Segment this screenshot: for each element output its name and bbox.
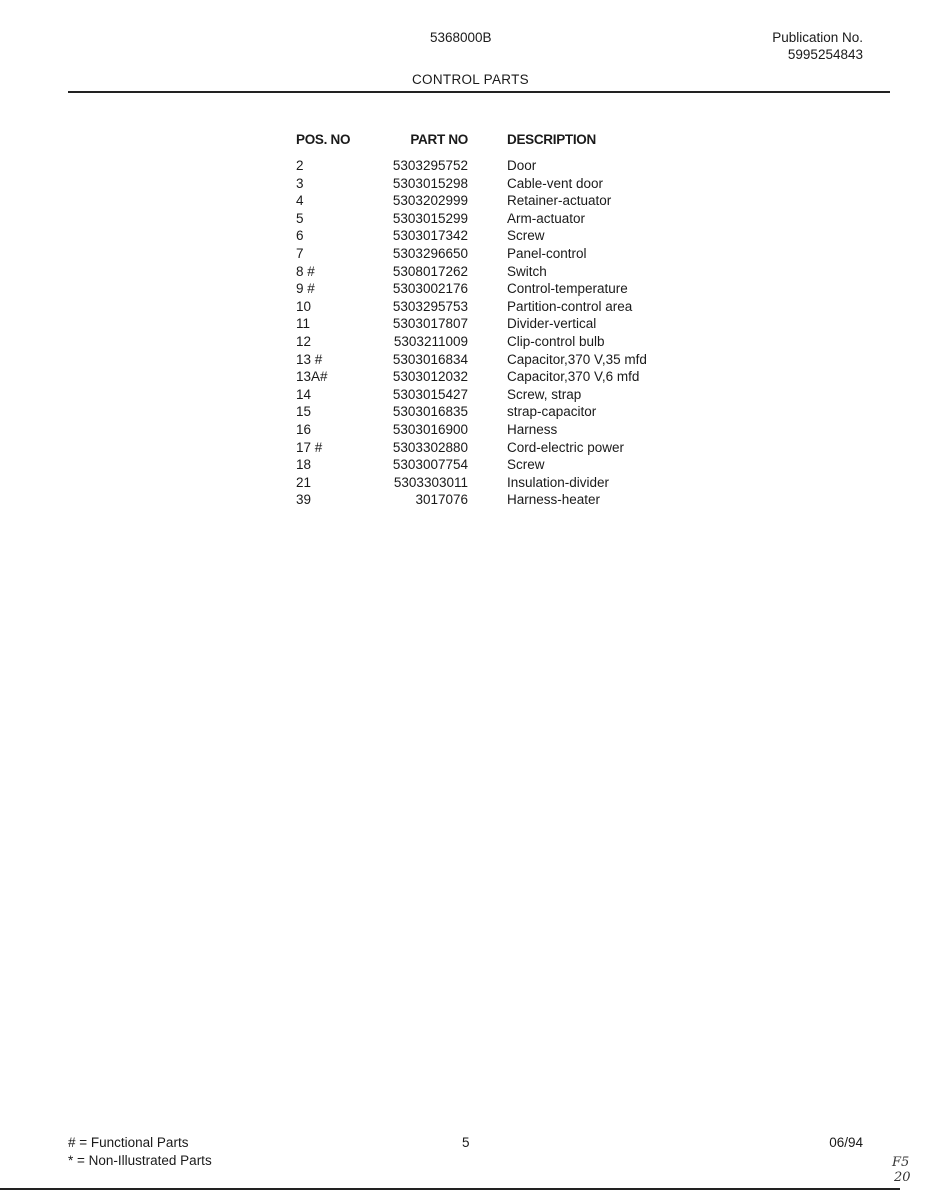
pos-cell: 2 <box>296 158 304 173</box>
part-number-cell: 5303017342 <box>392 228 468 244</box>
part-number-cell: 5303015298 <box>392 175 468 191</box>
table-row <box>296 368 647 386</box>
pos-cell: 4 <box>296 193 304 209</box>
table-row <box>296 245 647 263</box>
pos-cell: 7 <box>296 245 304 261</box>
table-row <box>296 210 647 228</box>
description-cell: Switch <box>507 263 547 279</box>
table-header-row <box>296 131 647 157</box>
legend-non-illustrated: * = Non-Illustrated Parts <box>68 1153 212 1168</box>
table-row <box>296 456 647 474</box>
table-row <box>296 192 647 210</box>
part-number-cell: 5303016835 <box>392 404 468 420</box>
pos-cell: 6 <box>296 228 304 244</box>
table-row <box>296 263 647 281</box>
pos-cell: 12 <box>296 333 312 349</box>
pos-cell: 14 <box>296 386 312 402</box>
description-cell: Insulation-divider <box>507 474 610 490</box>
table-row <box>296 157 647 175</box>
part-number-cell: 5303016900 <box>392 421 468 437</box>
table-row <box>296 298 647 316</box>
part-number-cell: 5303016834 <box>392 351 468 367</box>
part-number-cell: 5303015427 <box>392 386 468 402</box>
part-number-cell: 5303295753 <box>392 298 468 314</box>
table-row <box>296 175 647 193</box>
table-row <box>296 439 647 457</box>
table-row <box>296 227 647 245</box>
pos-cell: 39 <box>296 492 312 508</box>
description-cell: Door <box>507 158 537 173</box>
model-number: 5368000B <box>430 30 492 45</box>
part-number-cell: 5303007754 <box>392 457 468 473</box>
pos-cell: 11 <box>296 316 311 332</box>
description-cell: Screw <box>507 457 545 473</box>
description-cell: Retainer-actuator <box>507 193 612 209</box>
pos-cell: 18 <box>296 457 312 473</box>
pos-cell: 10 <box>296 298 312 314</box>
pos-cell: 21 <box>296 474 312 490</box>
pos-cell: 5 <box>296 210 304 226</box>
date: 06/94 <box>829 1135 863 1150</box>
part-number-cell: 5303015299 <box>392 210 468 226</box>
part-number-cell: 5303012032 <box>392 369 468 385</box>
table-row <box>296 403 647 421</box>
description-cell: Capacitor,370 V,35 mfd <box>507 351 647 367</box>
part-number-cell: 5303017807 <box>392 316 468 332</box>
page-number: 5 <box>462 1135 470 1150</box>
part-number-cell: 5303302880 <box>392 439 468 455</box>
column-header-part: PART NO <box>410 132 468 147</box>
publication-label: Publication No. <box>772 30 863 45</box>
pos-cell: 16 <box>296 421 312 437</box>
description-cell: Cable-vent door <box>507 175 604 191</box>
publication-number: 5995254843 <box>787 47 863 62</box>
description-cell: Screw <box>507 228 545 244</box>
description-cell: Panel-control <box>507 245 587 261</box>
pos-cell: 8 # <box>296 263 315 279</box>
part-number-cell: 5303295752 <box>392 158 468 173</box>
part-number-cell: 5303303011 <box>393 474 468 490</box>
description-cell: Partition-control area <box>507 298 633 314</box>
table-row <box>296 315 647 333</box>
table-row <box>296 491 647 509</box>
description-cell: Divider-vertical <box>507 316 597 332</box>
description-cell: Capacitor,370 V,6 mfd <box>507 369 640 385</box>
description-cell: Harness <box>507 421 558 437</box>
footer-rule <box>0 1188 900 1190</box>
header-rule <box>68 91 890 93</box>
part-number-cell: 5303296650 <box>392 245 468 261</box>
pos-cell: 13A# <box>296 369 328 385</box>
table-row <box>296 333 647 351</box>
table-row <box>296 474 647 492</box>
section-title: CONTROL PARTS <box>412 72 529 87</box>
description-cell: Cord-electric power <box>507 439 625 455</box>
description-cell: Arm-actuator <box>507 210 586 226</box>
pos-cell: 13 # <box>296 351 323 367</box>
handwritten-note-2: 20 <box>894 1170 911 1185</box>
column-header-pos: POS. NO <box>296 132 351 147</box>
part-number-cell: 5303211009 <box>393 333 468 349</box>
pos-cell: 17 # <box>296 439 323 455</box>
pos-cell: 3 <box>296 175 304 191</box>
handwritten-note-1: F5 <box>892 1155 910 1170</box>
description-cell: Control-temperature <box>507 281 628 297</box>
table-row <box>296 280 647 298</box>
part-number-cell: 5308017262 <box>392 263 468 279</box>
part-number-cell: 5303002176 <box>392 281 468 297</box>
column-header-description: DESCRIPTION <box>507 132 596 147</box>
pos-cell: 15 <box>296 404 312 420</box>
description-cell: strap-capacitor <box>507 404 597 420</box>
description-cell: Harness-heater <box>507 492 601 508</box>
description-cell: Screw, strap <box>507 386 582 402</box>
table-row <box>296 386 647 404</box>
parts-table <box>296 131 647 509</box>
pos-cell: 9 # <box>296 281 315 297</box>
table-row <box>296 351 647 369</box>
part-number-cell: 5303202999 <box>392 193 468 209</box>
legend-functional: # = Functional Parts <box>68 1135 189 1150</box>
description-cell: Clip-control bulb <box>507 333 605 349</box>
part-number-cell: 3017076 <box>415 492 468 508</box>
table-row <box>296 421 647 439</box>
